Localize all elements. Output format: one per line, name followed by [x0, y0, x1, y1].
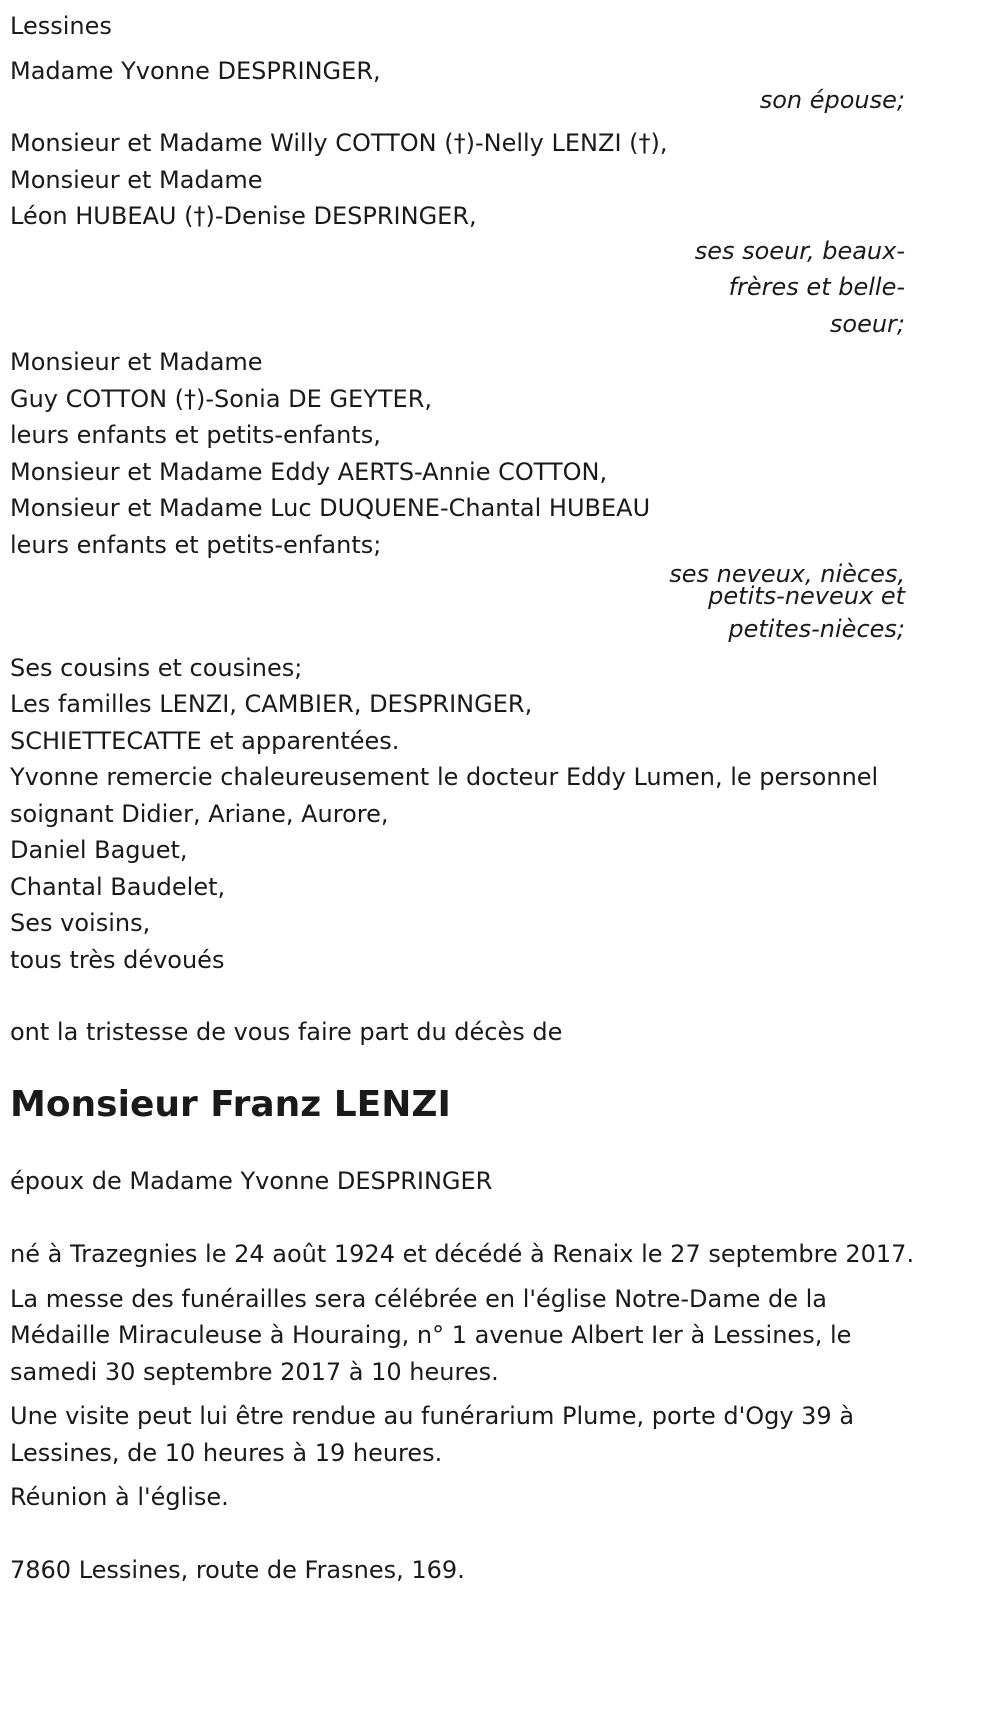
funeral-line: La messe des funérailles sera célébrée en l'église Notre-Dame de la — [10, 1284, 827, 1313]
siblings-relation-line: ses soeur, beaux- — [694, 236, 905, 265]
others-line: tous très dévoués — [10, 945, 225, 974]
funeral-line: Médaille Miraculeuse à Houraing, n° 1 avenue Albert Ier à Lessines, le — [10, 1321, 852, 1349]
nephews-relation-line: petites-nièces; — [728, 615, 905, 643]
others-block — [10, 650, 905, 979]
siblings-relation-line: frères et belle- — [728, 273, 905, 301]
spouse-line: époux de Madame Yvonne DESPRINGER — [10, 1166, 493, 1195]
nephews-line: Monsieur et Madame Luc DUQUENE-Chantal HUBEAU — [10, 494, 651, 522]
siblings-line: Monsieur et Madame Willy COTTON (†)-Nelly LENZI (†), — [10, 129, 668, 157]
nephews-line: leurs enfants et petits-enfants; — [10, 530, 382, 559]
others-line: Chantal Baudelet, — [10, 872, 226, 901]
others-line: Les familles LENZI, CAMBIER, DESPRINGER, — [10, 690, 533, 718]
nephews-line: leurs enfants et petits-enfants, — [10, 421, 381, 449]
nephews-block — [10, 344, 905, 563]
siblings-relation-line: soeur; — [829, 309, 905, 338]
nephews-line: Monsieur et Madame — [10, 348, 263, 376]
announcement-text: ont la tristesse de vous faire part du décès de — [10, 1018, 563, 1046]
others-line: SCHIETTECATTE et apparentées. — [10, 726, 400, 755]
siblings-line: Léon HUBEAU (†)-Denise DESPRINGER, — [10, 202, 477, 230]
siblings-relation — [10, 233, 905, 343]
others-line: Ses voisins, — [10, 909, 151, 937]
siblings-block — [10, 125, 905, 235]
nephews-relation-line: ses neveux, nièces, — [669, 560, 905, 588]
visit-paragraph — [10, 1398, 905, 1471]
deceased-name: Monsieur Franz LENZI — [10, 1083, 451, 1125]
others-line: Yvonne remercie chaleureusement le docteur Eddy Lumen, le personnel — [10, 763, 879, 791]
visit-line: Lessines, de 10 heures à 19 heures. — [10, 1438, 443, 1467]
others-line: Daniel Baguet, — [10, 836, 188, 864]
funeral-line: samedi 30 septembre 2017 à 10 heures. — [10, 1357, 499, 1386]
visit-line: Une visite peut lui être rendue au funérarium Plume, porte d'Ogy 39 à — [10, 1402, 855, 1430]
address-line: 7860 Lessines, route de Frasnes, 169. — [10, 1555, 465, 1584]
wife-relation: son épouse; — [759, 86, 905, 114]
place-heading: Lessines — [10, 12, 112, 40]
meeting-line: Réunion à l'église. — [10, 1483, 229, 1511]
nephews-line: Monsieur et Madame Eddy AERTS-Annie COTTON, — [10, 457, 608, 486]
funeral-paragraph — [10, 1281, 905, 1391]
others-line: soignant Didier, Ariane, Aurore, — [10, 799, 389, 828]
nephews-relation — [10, 560, 905, 648]
obituary-notice — [10, 8, 915, 1588]
others-line: Ses cousins et cousines; — [10, 653, 303, 682]
nephews-relation-line: petits-neveux et — [708, 582, 905, 610]
siblings-line: Monsieur et Madame — [10, 165, 263, 194]
nephews-line: Guy COTTON (†)-Sonia DE GEYTER, — [10, 384, 433, 413]
wife-name: Madame Yvonne DESPRINGER, — [10, 56, 381, 85]
birth-death-line: né à Trazegnies le 24 août 1924 et décédé à Renaix le 27 septembre 2017. — [10, 1240, 915, 1268]
